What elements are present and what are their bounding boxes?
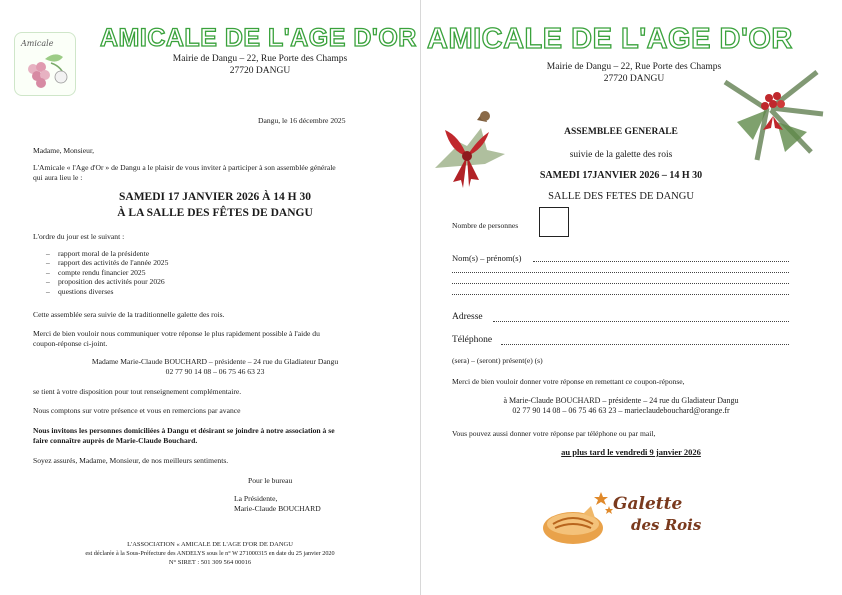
amicale-logo xyxy=(14,32,76,96)
reply-line2: coupon-réponse ci-joint. xyxy=(33,339,108,348)
deadline: au plus tard le vendredi 9 janvier 2026 xyxy=(561,447,701,457)
galette-note: Cette assemblée sera suivie de la traditionnelle galette des rois. xyxy=(33,310,225,319)
footer-line1: L'ASSOCIATION « AMICALE DE L'AGE D'OR DE DANGU xyxy=(127,541,293,548)
names-label: Nom(s) – prénom(s) xyxy=(452,253,522,263)
intro-line1: L'Amicale « l'Age d'Or » de Dangu a le plaisir de vous inviter à participer à son assemblée générale xyxy=(33,163,336,172)
letter-address-line1: Mairie de Dangu – 22, Rue Porte des Champs xyxy=(172,54,348,64)
intro-line2: qui aura lieu le : xyxy=(33,173,83,182)
names-input-line[interactable] xyxy=(452,272,789,273)
phone-mail-line: Vous pouvez aussi donner votre réponse par téléphone ou par mail, xyxy=(452,429,656,438)
phone-label: Téléphone xyxy=(452,335,493,345)
event-place: À LA SALLE DES FÊTES DE DANGU xyxy=(117,207,313,219)
galette-word1: Galette xyxy=(613,494,683,514)
count-line: Nous comptons sur votre présence et vous en remercions par avance xyxy=(33,406,241,415)
sign-bureau: Pour le bureau xyxy=(248,476,293,485)
holly-branch-icon xyxy=(717,62,827,164)
agenda-list xyxy=(44,249,168,296)
agenda-item: – proposition des activités pour 2026 xyxy=(44,277,168,286)
address-label: Adresse xyxy=(452,312,483,322)
logo-label: Amicale xyxy=(21,39,54,48)
agenda-item: – rapport des activités de l'année 2025 xyxy=(44,258,168,267)
address-input-line[interactable] xyxy=(493,321,789,322)
persons-count-box[interactable] xyxy=(539,207,569,237)
names-input-line[interactable] xyxy=(452,294,789,295)
presence-line: (sera) – (seront) présent(e) (s) xyxy=(452,356,543,365)
disposal-line: se tient à votre disposition pour tout renseignement complémentaire. xyxy=(33,387,242,396)
footer-line2: est déclarée à la Sous-Préfecture des ANDELYS sous le n° W 271000315 en date du 25 janvier 2020 xyxy=(85,550,335,557)
letter-title: AMICALE DE L'AGE D'OR xyxy=(100,24,417,52)
galette-word2: des Rois xyxy=(631,516,702,534)
letter-date: Dangu, le 16 décembre 2025 xyxy=(258,116,346,125)
agenda-item: – questions diverses xyxy=(44,287,168,296)
agenda-item: – rapport moral de la présidente xyxy=(44,249,168,258)
names-input-line[interactable] xyxy=(533,261,789,262)
coupon-title: AMICALE DE L'AGE D'OR xyxy=(427,23,793,55)
event-date: SAMEDI 17 JANVIER 2026 À 14 H 30 xyxy=(119,191,311,203)
contact-line2: 02 77 90 14 08 – 06 75 46 63 23 xyxy=(165,367,265,376)
ag-title: ASSEMBLEE GENERALE xyxy=(564,127,678,137)
reply-coupon xyxy=(421,0,842,595)
holly-bow-icon xyxy=(425,108,509,188)
invite-line1: Nous invitons les personnes domiciliées à Dangu et désirant se joindre à notre association à se xyxy=(33,426,335,435)
persons-label: Nombre de personnes xyxy=(452,221,519,230)
return-line: Merci de bien vouloir donner votre réponse en remettant ce coupon-réponse, xyxy=(452,377,685,386)
ag-subtitle: suivie de la galette des rois xyxy=(569,150,673,160)
sign-role: La Présidente, xyxy=(234,494,278,503)
galette-cake-icon xyxy=(539,486,615,552)
names-input-line[interactable] xyxy=(452,283,789,284)
agenda-heading: L'ordre du jour est le suivant : xyxy=(33,232,125,241)
coupon-address-line1: Mairie de Dangu – 22, Rue Porte des Champs xyxy=(546,62,722,72)
return-contact-line1: à Marie-Claude BOUCHARD – présidente – 24 rue du Gladiateur Dangu xyxy=(503,396,739,405)
invite-line2: faire connaître auprès de Marie-Claude Bouchard. xyxy=(33,436,198,445)
contact-line1: Madame Marie-Claude BOUCHARD – présidente – 24 rue du Gladiateur Dangu xyxy=(91,357,339,366)
coupon-address-line2: 27720 DANGU xyxy=(603,74,665,84)
return-contact-line2: 02 77 90 14 08 – 06 75 46 63 23 – marieclaudebouchard@orange.fr xyxy=(512,406,730,415)
closing-line: Soyez assurés, Madame, Monsieur, de nos meilleurs sentiments. xyxy=(33,456,229,465)
salutation: Madame, Monsieur, xyxy=(33,146,95,155)
ag-date: SAMEDI 17JANVIER 2026 – 14 H 30 xyxy=(539,170,703,181)
sign-name: Marie-Claude BOUCHARD xyxy=(234,504,321,513)
letter-address-line2: 27720 DANGU xyxy=(229,66,291,76)
reply-line1: Merci de bien vouloir nous communiquer votre réponse le plus rapidement possible à l'aide du xyxy=(33,329,320,338)
footer-line3: N° SIRET : 501 309 564 00016 xyxy=(168,559,252,566)
agenda-item: – compte rendu financier 2025 xyxy=(44,268,168,277)
phone-input-line[interactable] xyxy=(501,344,789,345)
ag-place: SALLE DES FETES DE DANGU xyxy=(548,191,694,202)
